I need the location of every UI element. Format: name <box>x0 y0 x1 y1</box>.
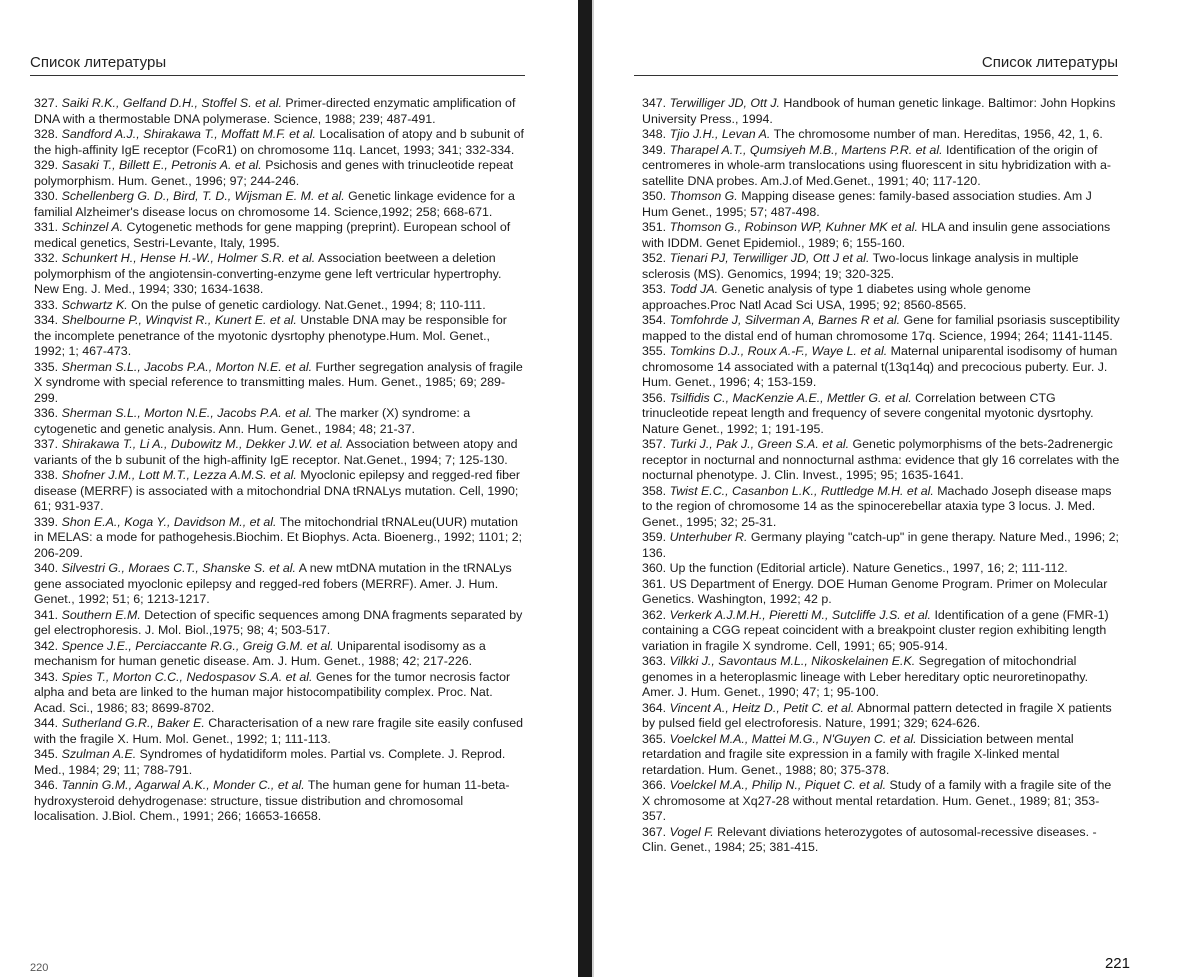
reference-entry <box>642 654 1120 701</box>
reference-entry <box>34 127 524 158</box>
reference-entry <box>642 127 1120 143</box>
reference-number: 328. <box>34 127 59 141</box>
reference-number: 343. <box>34 669 59 684</box>
reference-number: 334. <box>34 313 59 327</box>
reference-entry <box>34 468 524 515</box>
reference-entry <box>642 701 1120 732</box>
reference-authors: Twist E.C., Casanbon L.K., Ruttledge M.H. et al. <box>669 483 934 498</box>
reference-entry <box>642 220 1120 251</box>
reference-entry <box>34 608 524 639</box>
reference-entry <box>642 577 1120 608</box>
reference-text: Handbook of human genetic linkage. Baltimor: John Hopkins University Press., 1994. <box>642 96 1116 126</box>
reference-text: Localisation of atopy and b subunit of the high-affinity IgE receptor (FcoR1) on chromosome 11q. Lancet, 1993; 341; 332-334. <box>34 127 524 157</box>
reference-authors: Verkerk A.J.M.H., Pieretti M., Sutcliffe J.S. et al. <box>669 607 931 622</box>
reference-entry <box>642 282 1120 313</box>
reference-number: 336. <box>34 406 59 420</box>
reference-authors: Sherman S.L., Morton N.E., Jacobs P.A. et al. <box>61 406 313 420</box>
reference-authors: Szulman A.E. <box>61 747 137 761</box>
reference-number: 344. <box>34 716 59 730</box>
reference-text: Uniparental isodisomy as a mechanism for human genetic disease. Am. J. Hum. Genet., 1988; 42; 217-226. <box>34 638 486 668</box>
reference-number: 337. <box>34 437 59 451</box>
reference-number: 348. <box>642 127 667 141</box>
reference-text: Primer-directed enzymatic amplification of DNA with a thermostable DNA polymerase. Science, 1988; 239; 487-491. <box>34 96 516 126</box>
reference-entry <box>642 96 1120 127</box>
reference-text: The marker (X) syndrome: a cytogenetic and genetic analysis. Ann. Hum. Genet., 1984; 48; 21-37. <box>34 406 471 436</box>
reference-authors: Silvestri G., Moraes C.T., Shanske S. et al. <box>61 561 296 575</box>
page-number: 221 <box>1104 955 1130 972</box>
reference-text: Relevant diviations heterozygotes of autosomal-recessive diseases. - Clin. Genet., 1984; 25; 381-415. <box>642 824 1097 854</box>
reference-number: 347. <box>642 96 667 110</box>
page-number: 220 <box>30 962 49 974</box>
reference-entry <box>642 143 1120 190</box>
reference-number: 363. <box>642 654 667 668</box>
reference-text: Genes for the tumor necrosis factor alpha and beta are linked to the human major histocompatibility complex. Proc. Nat. Acad. Sci., 1986; 83; 8699-8702. <box>34 669 511 715</box>
reference-number: 346. <box>34 778 59 792</box>
reference-number: 359. <box>642 530 667 544</box>
reference-number: 361. <box>642 576 667 591</box>
reference-text: The human gene for human 11-beta-hydroxysteroid dehydrogenase: structure, tissue distribution and chromosomal localisation. J.Biol. Chem., 1991; 266; 16653-16658. <box>34 778 510 823</box>
reference-text: Characterisation of a new rare fragile site easily confused with the fragile X. Hum. Mol. Genet., 1992; 1; 111-113. <box>34 716 524 746</box>
reference-number: 366. <box>642 778 667 792</box>
reference-entry <box>642 530 1120 561</box>
reference-text: The mitochondrial tRNALeu(UUR) mutation in MELAS: a mode for pathogehesis.Biochim. Et Biophys. Acta. Bioenerg., 1992; 1101; 2; 206-209. <box>34 514 523 560</box>
reference-number: 353. <box>642 282 667 296</box>
reference-number: 355. <box>642 344 667 358</box>
reference-number: 341. <box>34 607 59 622</box>
reference-number: 333. <box>34 297 59 312</box>
reference-text: Germany playing "catch-up" in gene therapy. Nature Med., 1996; 2; 136. <box>642 530 1119 560</box>
running-head: Список литературы <box>30 54 167 71</box>
header-rule <box>30 75 525 76</box>
reference-text: Genetic polymorphisms of the bets-2adrenergic receptor in nocturnal and nonnocturnal asthma: evidence that gly 16 correlates with the nocturnal phenotype. J. Clin. Invest., 1995; 95; 1635-1641. <box>642 437 1120 482</box>
reference-entry <box>642 313 1120 344</box>
reference-authors: Schellenberg G. D., Bird, T. D., Wijsman E. M. et al. <box>61 189 345 203</box>
reference-entry <box>34 96 524 127</box>
reference-number: 364. <box>642 700 667 715</box>
reference-entry <box>34 313 524 360</box>
reference-text: Genetic linkage evidence for a familial Alzheimer's disease locus on chromosome 14. Science,1992; 258; 668-671. <box>34 189 515 219</box>
reference-text: The chromosome number of man. Hereditas, 1956, 42, 1, 6. <box>770 127 1103 141</box>
running-head: Список литературы <box>981 54 1118 71</box>
reference-number: 332. <box>34 251 59 265</box>
reference-entry <box>34 716 524 747</box>
reference-entry <box>642 484 1120 531</box>
reference-entry <box>642 778 1120 825</box>
reference-authors: Vilkki J., Savontaus M.L., Nikoskelainen E.K. <box>669 654 916 668</box>
reference-number: 360. <box>642 561 667 575</box>
reference-text: Mapping disease genes: family-based association studies. Am J Hum Genet., 1995; 57; 487-498. <box>642 189 1092 219</box>
reference-authors: Todd JA. <box>669 282 719 296</box>
reference-authors: Thomson G. <box>669 189 738 203</box>
reference-authors: Spies T., Morton C.C., Nedospasov S.A. et al. <box>61 669 313 684</box>
reference-authors: Terwilliger JD, Ott J. <box>669 96 780 110</box>
reference-number: 356. <box>642 390 667 405</box>
reference-number: 367. <box>642 824 667 839</box>
reference-number: 340. <box>34 561 59 575</box>
reference-entry <box>34 515 524 562</box>
reference-authors: Tomfohrde J, Silverman A, Barnes R et al. <box>669 313 901 327</box>
reference-text: Correlation between CTG trinucleotide repeat length and frequency of severe congenital myotonic dysrtophy. Nature Genet., 1992; 1; 191-195. <box>642 390 1094 436</box>
reference-text: Identification of a gene (FMR-1) containing a CGG repeat coincident with a breakpoint cluster region exhibiting length variation in fragile X syndrome. Cell, 1991; 65; 905-914. <box>642 607 1109 653</box>
reference-text: Identification of the origin of centromeres in whole-arm translocations using fluorescent in situ hybridization with a-satellite DNA probes. Am.J.of Med.Genet., 1991; 40; 117-120. <box>642 142 1111 188</box>
reference-entry <box>34 561 524 608</box>
reference-authors: Shofner J.M., Lott M.T., Lezza A.M.S. et al. <box>61 468 297 482</box>
reference-authors: Tannin G.M., Agarwal A.K., Monder C., et al. <box>61 778 305 792</box>
reference-number: 330. <box>34 189 59 203</box>
reference-authors: Unterhuber R. <box>669 530 748 544</box>
reference-text: Cytogenetic methods for gene mapping (preprint). European school of medical genetics, Sestri-Levante, Italy, 1995. <box>34 220 511 250</box>
reference-number: 365. <box>642 731 667 746</box>
reference-text: Segregation of mitochondrial genomes in a heteroplasmic lineage with Leber hereditary optic neuroretinopathy. Amer. J. Hum. Genet., 1990; 47; 1; 95-100. <box>642 654 1089 699</box>
reference-entry <box>642 608 1120 655</box>
reference-text: Study of a family with a fragile site of the X chromosome at Xq27-28 without mental retardation. Hum. Genet., 1989; 81; 353-357. <box>642 778 1112 823</box>
reference-entry <box>642 189 1120 220</box>
reference-authors: Thomson G., Robinson WP, Kuhner MK et al. <box>669 220 918 234</box>
reference-entry <box>34 158 524 189</box>
reference-entry <box>34 220 524 251</box>
reference-authors: Shirakawa T., Li A., Dubowitz M., Dekker J.W. et al. <box>61 437 344 451</box>
reference-text: Psichosis and genes with trinucleotide repeat polymorphism. Hum. Genet., 1996; 97; 244-246. <box>34 158 514 188</box>
reference-entry <box>34 360 524 407</box>
reference-entry <box>34 670 524 717</box>
reference-authors: Shon E.A., Koga Y., Davidson M., et al. <box>61 514 277 529</box>
reference-entry <box>34 406 524 437</box>
reference-entry <box>642 391 1120 438</box>
reference-number: 357. <box>642 437 667 451</box>
reference-entry <box>642 825 1120 856</box>
reference-authors: Shelbourne P., Winqvist R., Kunert E. et al. <box>61 313 297 327</box>
reference-authors: Tsilfidis C., MacKenzie A.E., Mettler G. et al. <box>669 390 912 405</box>
reference-text: Further segregation analysis of fragile X syndrome with special reference to transmitting males. Hum. Genet., 1985; 69; 289-299. <box>34 359 523 405</box>
reference-number: 342. <box>34 638 59 653</box>
reference-entry <box>642 437 1120 484</box>
reference-entry <box>642 561 1120 577</box>
reference-text: Maternal uniparental isodisomy of human chromosome 14 associated with a paternal t(13q14q) and precocious puberty. Eur. J. Hum. Genet., 1996; 4; 153-159. <box>642 344 1118 389</box>
reference-text: Gene for familial psoriasis susceptibility mapped to the distal end of human chromosome 17q. Science, 1994; 264; 1141-1145. <box>642 313 1120 343</box>
reference-number: 331. <box>34 220 59 234</box>
reference-authors: Spence J.E., Perciaccante R.G., Greig G.M. et al. <box>61 638 334 653</box>
reference-authors: Vincent A., Heitz D., Petit C. et al. <box>669 700 855 715</box>
reference-number: 354. <box>642 313 667 327</box>
reference-entry <box>642 344 1120 391</box>
reference-authors: Tomkins D.J., Roux A.-F., Waye L. et al. <box>669 344 888 358</box>
reference-entry <box>34 189 524 220</box>
reference-text: US Department of Energy. DOE Human Genome Program. Primer on Molecular Genetics. Washington, 1992; 42 p. <box>642 576 1108 606</box>
reference-text: Genetic analysis of type 1 diabetes using whole genome approaches.Proc Natl Acad Sci USA, 1995; 92; 8560-8565. <box>642 282 1031 312</box>
reference-text: Dissiciation between mental retardation and fragile site expression in a family with fragile X-linked mental retardation. Hum. Genet., 1988; 80; 375-378. <box>642 731 1074 777</box>
left-page <box>0 0 578 977</box>
reference-list <box>34 96 524 825</box>
reference-authors: Sutherland G.R., Baker E. <box>61 716 205 730</box>
reference-number: 339. <box>34 514 59 529</box>
reference-text: A new mtDNA mutation in the tRNALys gene associated myoclonic epilepsy and regged-red fobers (MERRF). Amer. J. Hum. Genet., 1992; 51; 6; 1213-1217. <box>34 561 512 606</box>
reference-authors: Sasaki T., Billett E., Petronis A. et al. <box>61 158 262 172</box>
reference-text: Abnormal pattern detected in fragile X patients by pulsed field gel electroforesis. Nature, 1991; 329; 624-626. <box>642 700 1112 730</box>
reference-text: On the pulse of genetic cardiology. Nat.Genet., 1994; 8; 110-111. <box>127 297 486 312</box>
reference-number: 327. <box>34 96 59 110</box>
header-rule <box>634 75 1118 76</box>
reference-entry <box>34 639 524 670</box>
reference-text: Syndromes of hydatidiform moles. Partial vs. Complete. J. Reprod. Med., 1984; 29; 11; 788-791. <box>34 747 506 777</box>
reference-authors: Schwartz K. <box>61 297 128 312</box>
reference-authors: Southern E.M. <box>61 607 141 622</box>
reference-authors: Voelckel M.A., Philip N., Piquet C. et al. <box>669 778 887 792</box>
reference-entry <box>34 251 524 298</box>
reference-number: 329. <box>34 158 59 172</box>
reference-text: Association between atopy and variants of the b subunit of the high-affinity IgE receptor. Nat.Genet., 1994; 7; 125-130. <box>34 437 518 467</box>
reference-authors: Voelckel M.A., Mattei M.G., N'Guyen C. et al. <box>669 731 917 746</box>
reference-entry <box>34 298 524 314</box>
reference-entry <box>34 437 524 468</box>
reference-text: Up the function (Editorial article). Nature Genetics., 1997, 16; 2; 111-112. <box>669 561 1068 575</box>
reference-authors: Vogel F. <box>669 824 714 839</box>
reference-authors: Sandford A.J., Shirakawa T., Moffatt M.F. et al. <box>61 127 316 141</box>
reference-text: Unstable DNA may be responsible for the incomplete penetrance of the myotonic dysrtophy phenotype.Hum. Mol. Genet., 1992; 1; 467-473. <box>34 313 507 358</box>
reference-authors: Tharapel A.T., Qumsiyeh M.B., Martens P.R. et al. <box>669 142 943 157</box>
reference-text: Machado Joseph disease maps to the region of chromosome 14 as the spinocerebellar ataxia type 3 locus. J. Med. Genet., 1995; 32; 25-31. <box>642 483 1112 529</box>
reference-text: Two-locus linkage analysis in multiple sclerosis (MS). Genomics, 1994; 19; 320-325. <box>642 251 1079 281</box>
reference-text: Association beetween a deletion polymorphism of the angiotensin-converting-enzyme gene left vertricular hypertrophy. New Eng. J. Med., 1994; 330; 1634-1638. <box>34 251 502 296</box>
reference-text: HLA and insulin gene associations with IDDM. Genet Epidemiol., 1989; 6; 155-160. <box>642 220 1111 250</box>
reference-number: 335. <box>34 359 59 374</box>
reference-text: Myoclonic epilepsy and regged-red fiber disease (MERRF) is associated with a mitochondrial DNA tRNALys mutation. Cell, 1990; 61; 931-937. <box>34 468 521 513</box>
reference-entry <box>34 747 524 778</box>
reference-number: 362. <box>642 607 667 622</box>
reference-entry <box>642 251 1120 282</box>
reference-number: 349. <box>642 142 667 157</box>
reference-number: 345. <box>34 747 59 761</box>
right-page <box>594 0 1200 977</box>
reference-entry <box>642 732 1120 779</box>
reference-list <box>642 96 1120 856</box>
reference-number: 352. <box>642 251 667 265</box>
reference-number: 351. <box>642 220 667 234</box>
reference-authors: Tjio J.H., Levan A. <box>669 127 771 141</box>
reference-authors: Sherman S.L., Jacobs P.A., Morton N.E. et al. <box>61 359 313 374</box>
reference-authors: Schunkert H., Hense H.-W., Holmer S.R. et al. <box>61 251 316 265</box>
reference-text: Detection of specific sequences among DNA fragments separated by gel electrophoresis. J. Mol. Biol.,1975; 98; 4; 503-517. <box>34 607 523 637</box>
reference-authors: Tienari PJ, Terwilliger JD, Ott J et al. <box>669 251 870 265</box>
reference-number: 338. <box>34 468 59 482</box>
reference-authors: Saiki R.K., Gelfand D.H., Stoffel S. et al. <box>61 96 282 110</box>
reference-number: 350. <box>642 189 667 203</box>
reference-entry <box>34 778 524 825</box>
reference-authors: Turki J., Pak J., Green S.A. et al. <box>669 437 850 451</box>
book-gutter <box>578 0 592 977</box>
reference-authors: Schinzel A. <box>61 220 124 234</box>
reference-number: 358. <box>642 483 667 498</box>
